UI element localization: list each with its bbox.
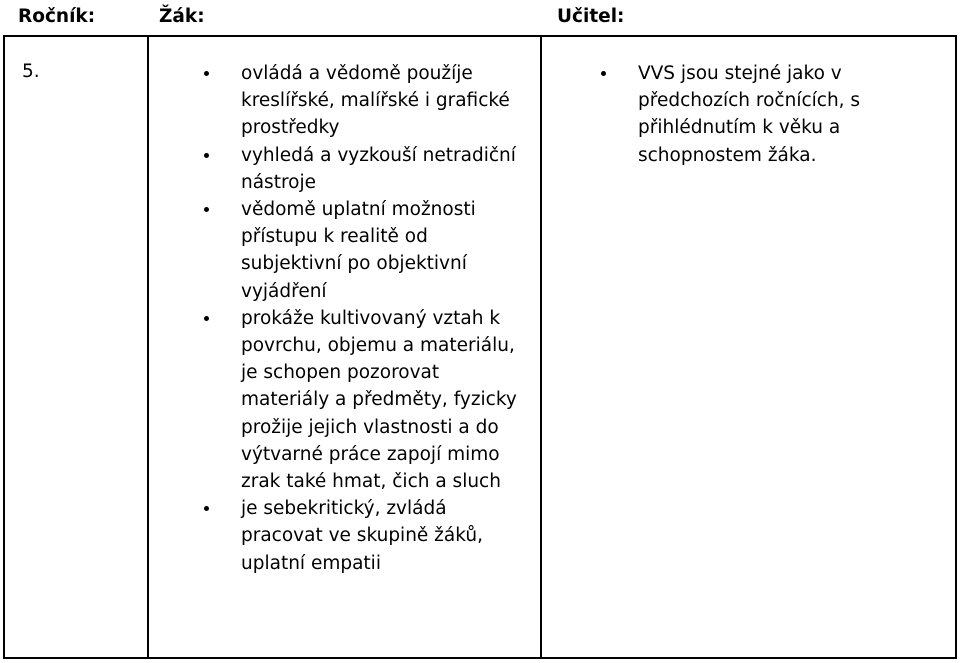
column-divider-1 — [147, 35, 149, 659]
list-item-text: vědomě uplatní možnosti přístupu k realitě od subjektivní po objektivní vyjádření — [241, 199, 476, 302]
list-item — [204, 142, 529, 196]
bullet-icon — [204, 71, 209, 76]
list-item — [601, 60, 921, 169]
header-ucitel: Učitel: — [557, 6, 625, 27]
pupil-outcomes-list — [204, 60, 529, 577]
list-item — [204, 60, 529, 142]
table-border-left — [3, 35, 5, 659]
list-item-text: vyhledá a vyzkouší netradiční nástroje — [241, 144, 516, 193]
bullet-icon — [601, 71, 606, 76]
list-item-text: ovládá a vědomě použíje kreslířské, malířské i grafické prostředky — [241, 63, 510, 139]
list-item — [204, 305, 529, 495]
list-item-text: je sebekritický, zvládá pracovat ve skupině žáků, uplatní empatii — [241, 498, 483, 574]
bullet-icon — [204, 506, 209, 511]
header-zak: Žák: — [159, 6, 205, 27]
list-item — [204, 495, 529, 577]
table-border-right — [955, 35, 957, 659]
column-divider-2 — [540, 35, 542, 659]
bullet-icon — [204, 316, 209, 321]
header-rocnik: Ročník: — [18, 6, 96, 27]
teacher-notes-list — [601, 60, 921, 169]
curriculum-table — [3, 0, 957, 659]
list-item — [204, 196, 529, 305]
bullet-icon — [204, 207, 209, 212]
bullet-icon — [204, 153, 209, 158]
row-number: 5. — [22, 61, 40, 82]
list-item-text: prokáže kultivovaný vztah k povrchu, objemu a materiálu, je schopen pozorovat materiály a předměty, fyzicky prožije jejich vlastnosti a do výtvarné práce zapojí mimo zrak také hmat, čich a sluch — [241, 307, 517, 493]
list-item-text: VVS jsou stejné jako v předchozích ročnících, s přihlédnutím k věku a schopnostem žáka. — [638, 63, 861, 166]
